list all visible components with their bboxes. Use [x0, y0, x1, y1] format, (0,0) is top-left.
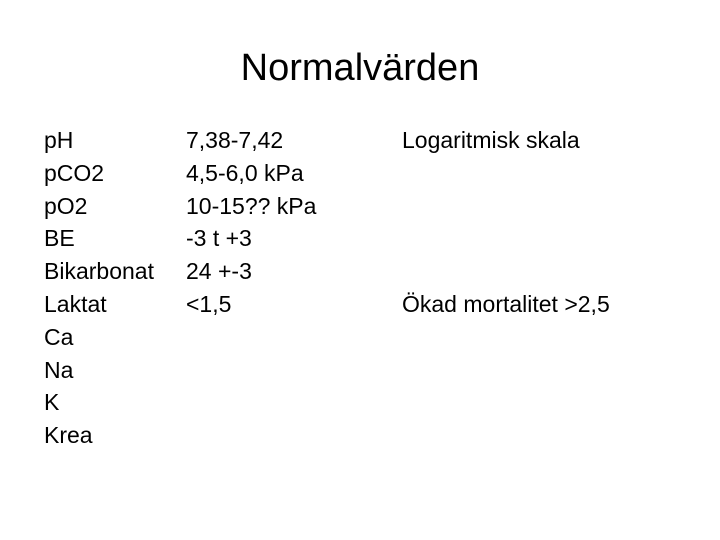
- note-text: [402, 190, 610, 223]
- normal-value: <1,5: [186, 290, 232, 317]
- normal-value: -3 t +3: [186, 225, 252, 252]
- normal-value: 24 +-3: [186, 258, 252, 285]
- parameter-label: Krea: [44, 422, 93, 449]
- note-list: [402, 124, 610, 321]
- parameter-label: BE: [44, 225, 75, 252]
- parameter-label: Bikarbonat: [44, 258, 154, 285]
- normal-value: 7,38-7,42: [186, 127, 284, 153]
- parameter-label: Na: [44, 356, 74, 383]
- parameter-list: [44, 124, 154, 452]
- normal-value-list: [186, 124, 316, 321]
- parameter-label: pH: [44, 127, 74, 153]
- normal-value: 4,5-6,0 kPa: [186, 159, 304, 186]
- note-text: Ökad mortalitet >2,5: [402, 290, 610, 317]
- note-text: [402, 255, 610, 288]
- parameter-label: Ca: [44, 323, 74, 350]
- normal-value: 10-15?? kPa: [186, 192, 317, 219]
- note-text: Logaritmisk skala: [402, 127, 580, 153]
- slide-title: Normalvärden: [240, 47, 480, 89]
- parameter-label: pCO2: [44, 159, 105, 186]
- note-text: [402, 157, 610, 190]
- note-text: [402, 222, 610, 255]
- parameter-label: pO2: [44, 192, 88, 219]
- parameter-label: K: [44, 389, 60, 416]
- parameter-label: Laktat: [44, 290, 107, 317]
